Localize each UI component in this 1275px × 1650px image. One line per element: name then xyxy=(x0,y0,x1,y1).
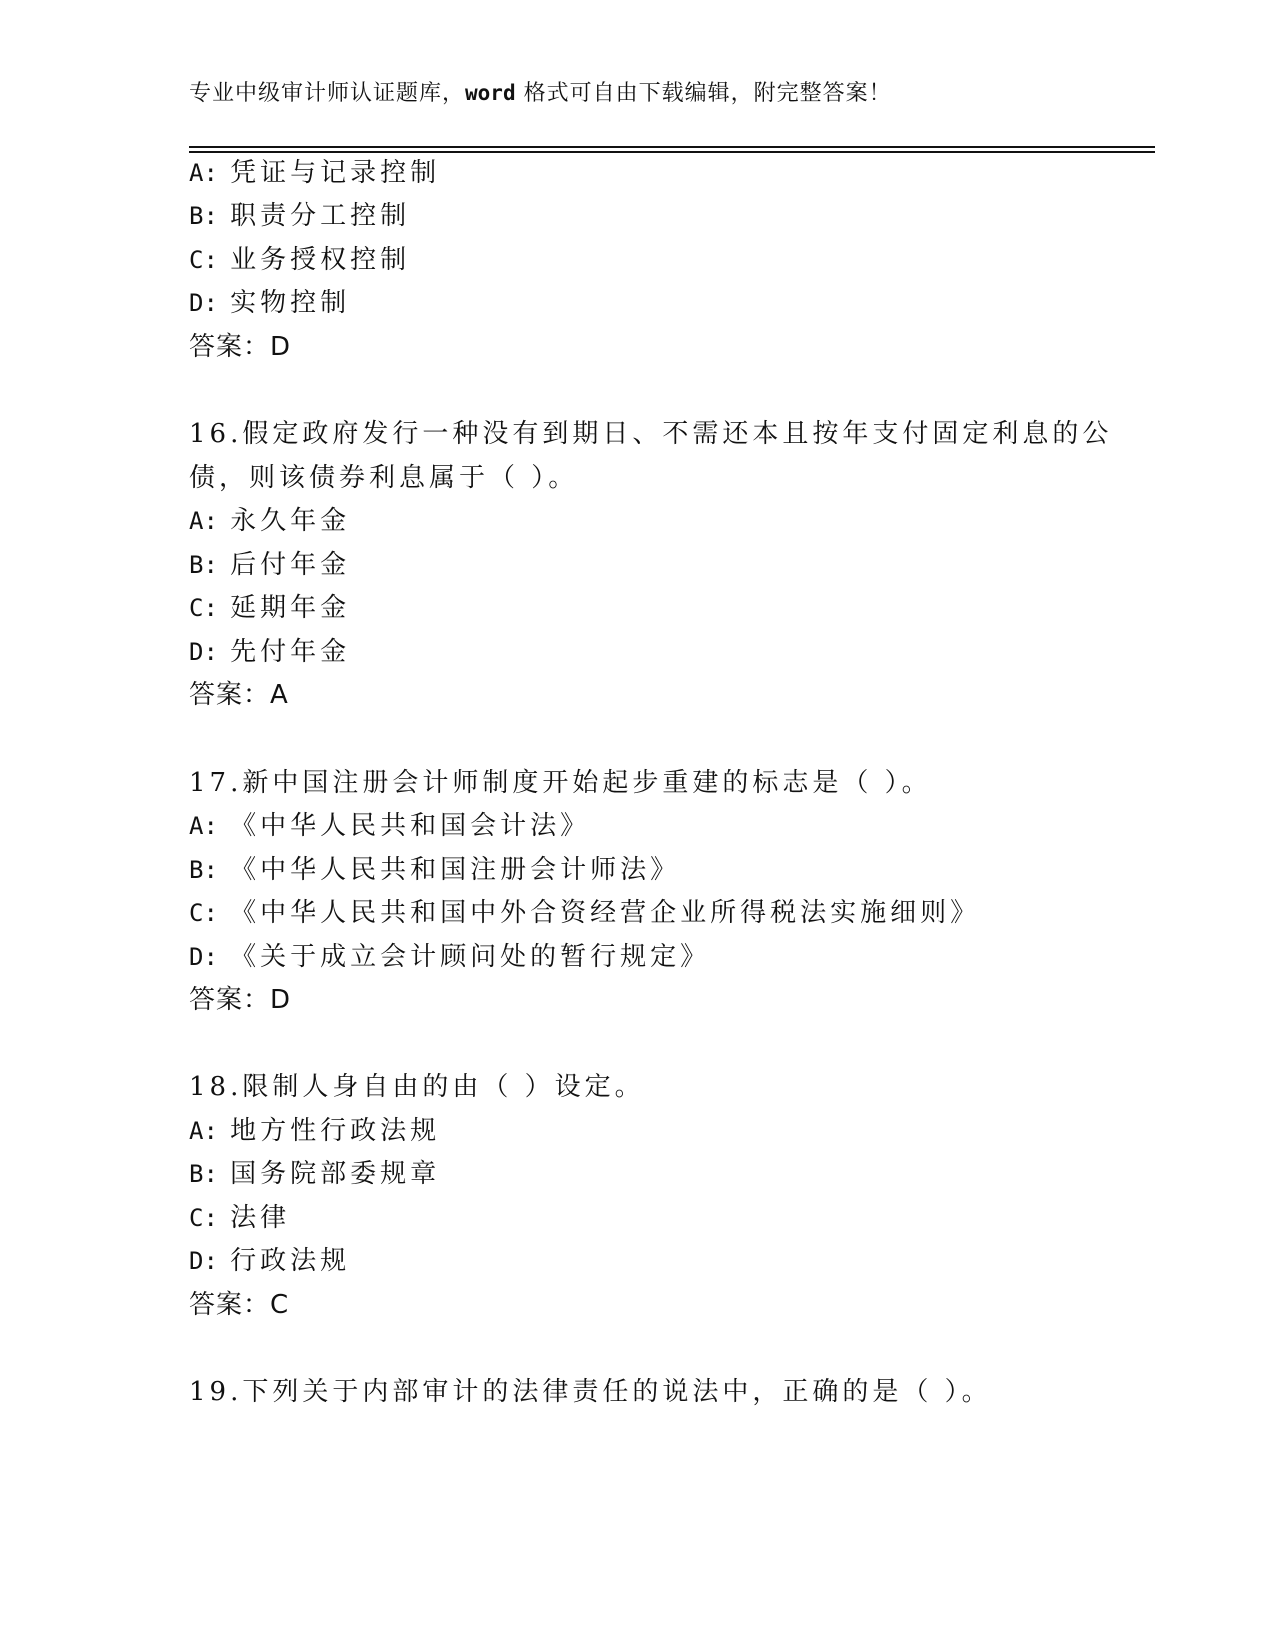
option-text: 地方性行政法规 xyxy=(230,1116,441,1146)
answer-line xyxy=(189,984,291,1016)
option-text: 行政法规 xyxy=(230,1246,351,1276)
option-letter: D: xyxy=(189,943,218,971)
answer-label: 答案： xyxy=(189,680,271,710)
option-letter: C: xyxy=(189,594,218,622)
header-text-a: 专业中级审计师认证题库， xyxy=(189,81,466,106)
answer-value: C xyxy=(270,1290,290,1320)
option-text: 《中华人民共和国中外合资经营企业所得税法实施细则》 xyxy=(230,898,981,928)
option-letter: A: xyxy=(189,1117,218,1145)
option-line xyxy=(189,1158,440,1190)
option-letter: C: xyxy=(189,1204,218,1232)
option-text: 《关于成立会计顾问处的暂行规定》 xyxy=(230,942,711,972)
option-text: 凭证与记录控制 xyxy=(230,158,441,188)
option-letter: D: xyxy=(189,638,218,666)
option-letter: D: xyxy=(189,1247,218,1275)
question-text: 19.下列关于内部审计的法律责任的说法中，正确的是（ ）。 xyxy=(189,1377,992,1407)
option-text: 永久年金 xyxy=(230,506,351,536)
option-text: 延期年金 xyxy=(230,593,351,623)
option-letter: B: xyxy=(189,856,218,884)
option-line xyxy=(189,287,350,319)
option-text: 国务院部委规章 xyxy=(230,1159,441,1189)
option-line xyxy=(189,810,590,842)
answer-label: 答案： xyxy=(189,985,271,1015)
answer-line xyxy=(189,679,289,711)
option-line xyxy=(189,549,350,581)
option-letter: B: xyxy=(189,1160,218,1188)
option-text: 后付年金 xyxy=(230,550,351,580)
option-text: 先付年金 xyxy=(230,637,351,667)
header-rule-top xyxy=(189,146,1155,148)
option-text: 业务授权控制 xyxy=(230,245,411,275)
option-line xyxy=(189,1115,440,1147)
answer-value: D xyxy=(270,332,292,362)
option-line xyxy=(189,941,710,973)
option-line xyxy=(189,505,350,537)
option-line xyxy=(189,897,980,929)
question-text: 18.限制人身自由的由（ ）设定。 xyxy=(189,1072,645,1102)
option-line xyxy=(189,592,350,624)
answer-line xyxy=(189,1289,289,1321)
question-text: 17.新中国注册会计师制度开始起步重建的标志是（ ）。 xyxy=(189,768,932,798)
header-text-word: word xyxy=(465,81,516,105)
option-letter: B: xyxy=(189,202,218,230)
option-letter: D: xyxy=(189,289,218,317)
option-text: 《中华人民共和国注册会计师法》 xyxy=(230,855,681,885)
answer-label: 答案： xyxy=(189,332,271,362)
option-line xyxy=(189,200,410,232)
option-letter: A: xyxy=(189,812,218,840)
question-text: 16.假定政府发行一种没有到期日、不需还本且按年支付固定利息的公 xyxy=(189,419,1113,449)
page-header xyxy=(189,76,892,107)
option-line xyxy=(189,636,350,668)
option-line xyxy=(189,1245,350,1277)
option-text: 《中华人民共和国会计法》 xyxy=(230,811,591,841)
option-line xyxy=(189,1202,290,1234)
header-text-b: 格式可自由下载编辑，附完整答案！ xyxy=(515,81,892,106)
answer-value: D xyxy=(270,985,292,1015)
answer-line xyxy=(189,331,291,363)
option-text: 职责分工控制 xyxy=(230,201,411,231)
answer-value: A xyxy=(270,680,289,710)
question-text-continued: 债，则该债券利息属于（ ）。 xyxy=(189,463,579,493)
header-rule-bottom xyxy=(189,151,1155,153)
option-line xyxy=(189,157,440,189)
option-text: 实物控制 xyxy=(230,288,351,318)
answer-label: 答案： xyxy=(189,1290,271,1320)
option-letter: A: xyxy=(189,159,218,187)
option-letter: C: xyxy=(189,899,218,927)
option-line xyxy=(189,854,680,886)
option-letter: A: xyxy=(189,507,218,535)
option-letter: C: xyxy=(189,246,218,274)
option-text: 法律 xyxy=(230,1203,291,1233)
option-line xyxy=(189,244,410,276)
option-letter: B: xyxy=(189,551,218,579)
